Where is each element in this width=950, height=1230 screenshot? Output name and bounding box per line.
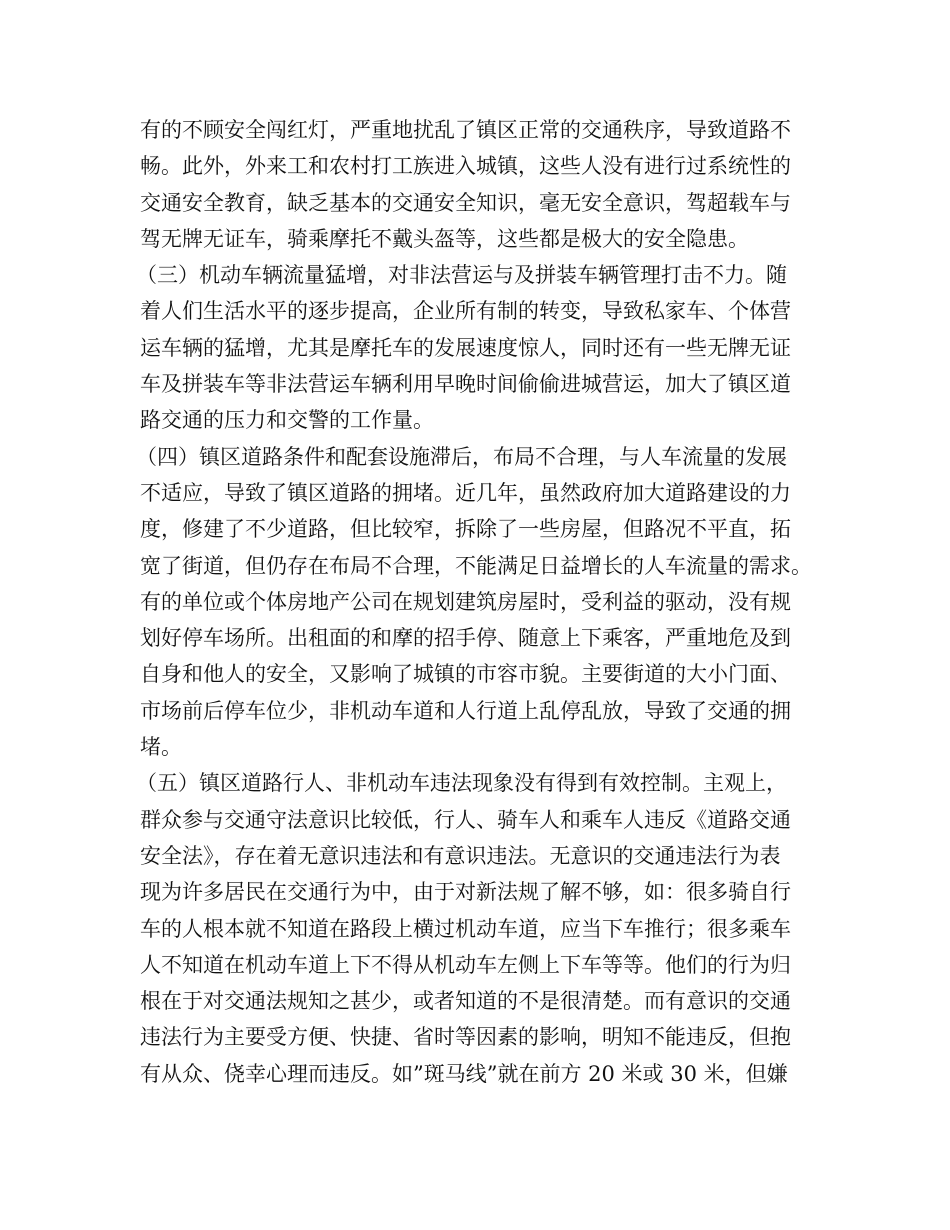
text-line: 堵。	[140, 735, 182, 760]
text-line: 宽了街道，但仍存在布局不合理，不能满足日益增长的人车流量的需求。	[140, 553, 812, 578]
text-line: 有从众、侥幸心理而违反。如”斑马线”就在前方 20 米或 30 米，但嫌	[140, 1061, 788, 1086]
text-line: 有的不顾安全闯红灯，严重地扰乱了镇区正常的交通秩序，导致道路不	[140, 118, 791, 142]
body-text	[136, 112, 840, 1092]
text-line: 群众参与交通守法意识比较低，行人、骑车人和乘车人违反《道路交通	[140, 807, 791, 832]
text-line: 根在于对交通法规知之甚少，或者知道的不是很清楚。而有意识的交通	[140, 989, 791, 1014]
text-line: 运车辆的猛增，尤其是摩托车的发展速度惊人，同时还有一些无牌无证	[140, 335, 791, 360]
text-line: 车及拼装车等非法营运车辆利用早晚时间偷偷进城营运，加大了镇区道	[140, 372, 791, 397]
text-line: 人不知道在机动车道上下不得从机动车左侧上下车等等。他们的行为归	[140, 952, 791, 977]
text-line: 自身和他人的安全，又影响了城镇的市容市貌。主要街道的大小门面、	[140, 662, 791, 687]
text-line: 驾无牌无证车，骑乘摩托不戴头盔等，这些都是极大的安全隐患。	[140, 226, 749, 251]
text-line: 违法行为主要受方便、快捷、省时等因素的影响，明知不能违反，但抱	[140, 1025, 791, 1050]
text-line: 交通安全教育，缺乏基本的交通安全知识，毫无安全意识，驾超载车与	[140, 190, 791, 215]
section-heading-line: （四）镇区道路条件和配套设施滞后，布局不合理，与人车流量的发展	[136, 444, 787, 469]
text-line: 划好停车场所。出租面的和摩的招手停、随意上下乘客，严重地危及到	[140, 626, 791, 651]
text-line: 市场前后停车位少，非机动车道和人行道上乱停乱放，导致了交通的拥	[140, 698, 791, 723]
text-line: 度，修建了不少道路，但比较窄，拆除了一些房屋，但路况不平直，拓	[140, 517, 791, 542]
text-line: 畅。此外，外来工和农村打工族进入城镇，这些人没有进行过系统性的	[140, 154, 791, 179]
text-line: 着人们生活水平的逐步提高，企业所有制的转变，导致私家车、个体营	[140, 299, 791, 324]
text-line: 安全法》，存在着无意识违法和有意识违法。无意识的交通违法行为表	[140, 843, 781, 868]
section-heading-line: （五）镇区道路行人、非机动车违法现象没有得到有效控制。主观上，	[136, 771, 787, 796]
text-line: 有的单位或个体房地产公司在规划建筑房屋时，受利益的驱动，没有规	[140, 589, 791, 614]
text-line: 路交通的压力和交警的工作量。	[140, 408, 434, 433]
text-line: 不适应，导致了镇区道路的拥堵。近几年，虽然政府加大道路建设的力	[140, 480, 791, 505]
section-heading-line: （三）机动车辆流量猛增，对非法营运与及拼装车辆管理打击不力。随	[136, 263, 787, 288]
text-line: 现为许多居民在交通行为中，由于对新法规了解不够，如：很多骑自行	[140, 880, 791, 905]
text-line: 车的人根本就不知道在路段上横过机动车道，应当下车推行；很多乘车	[140, 916, 791, 941]
